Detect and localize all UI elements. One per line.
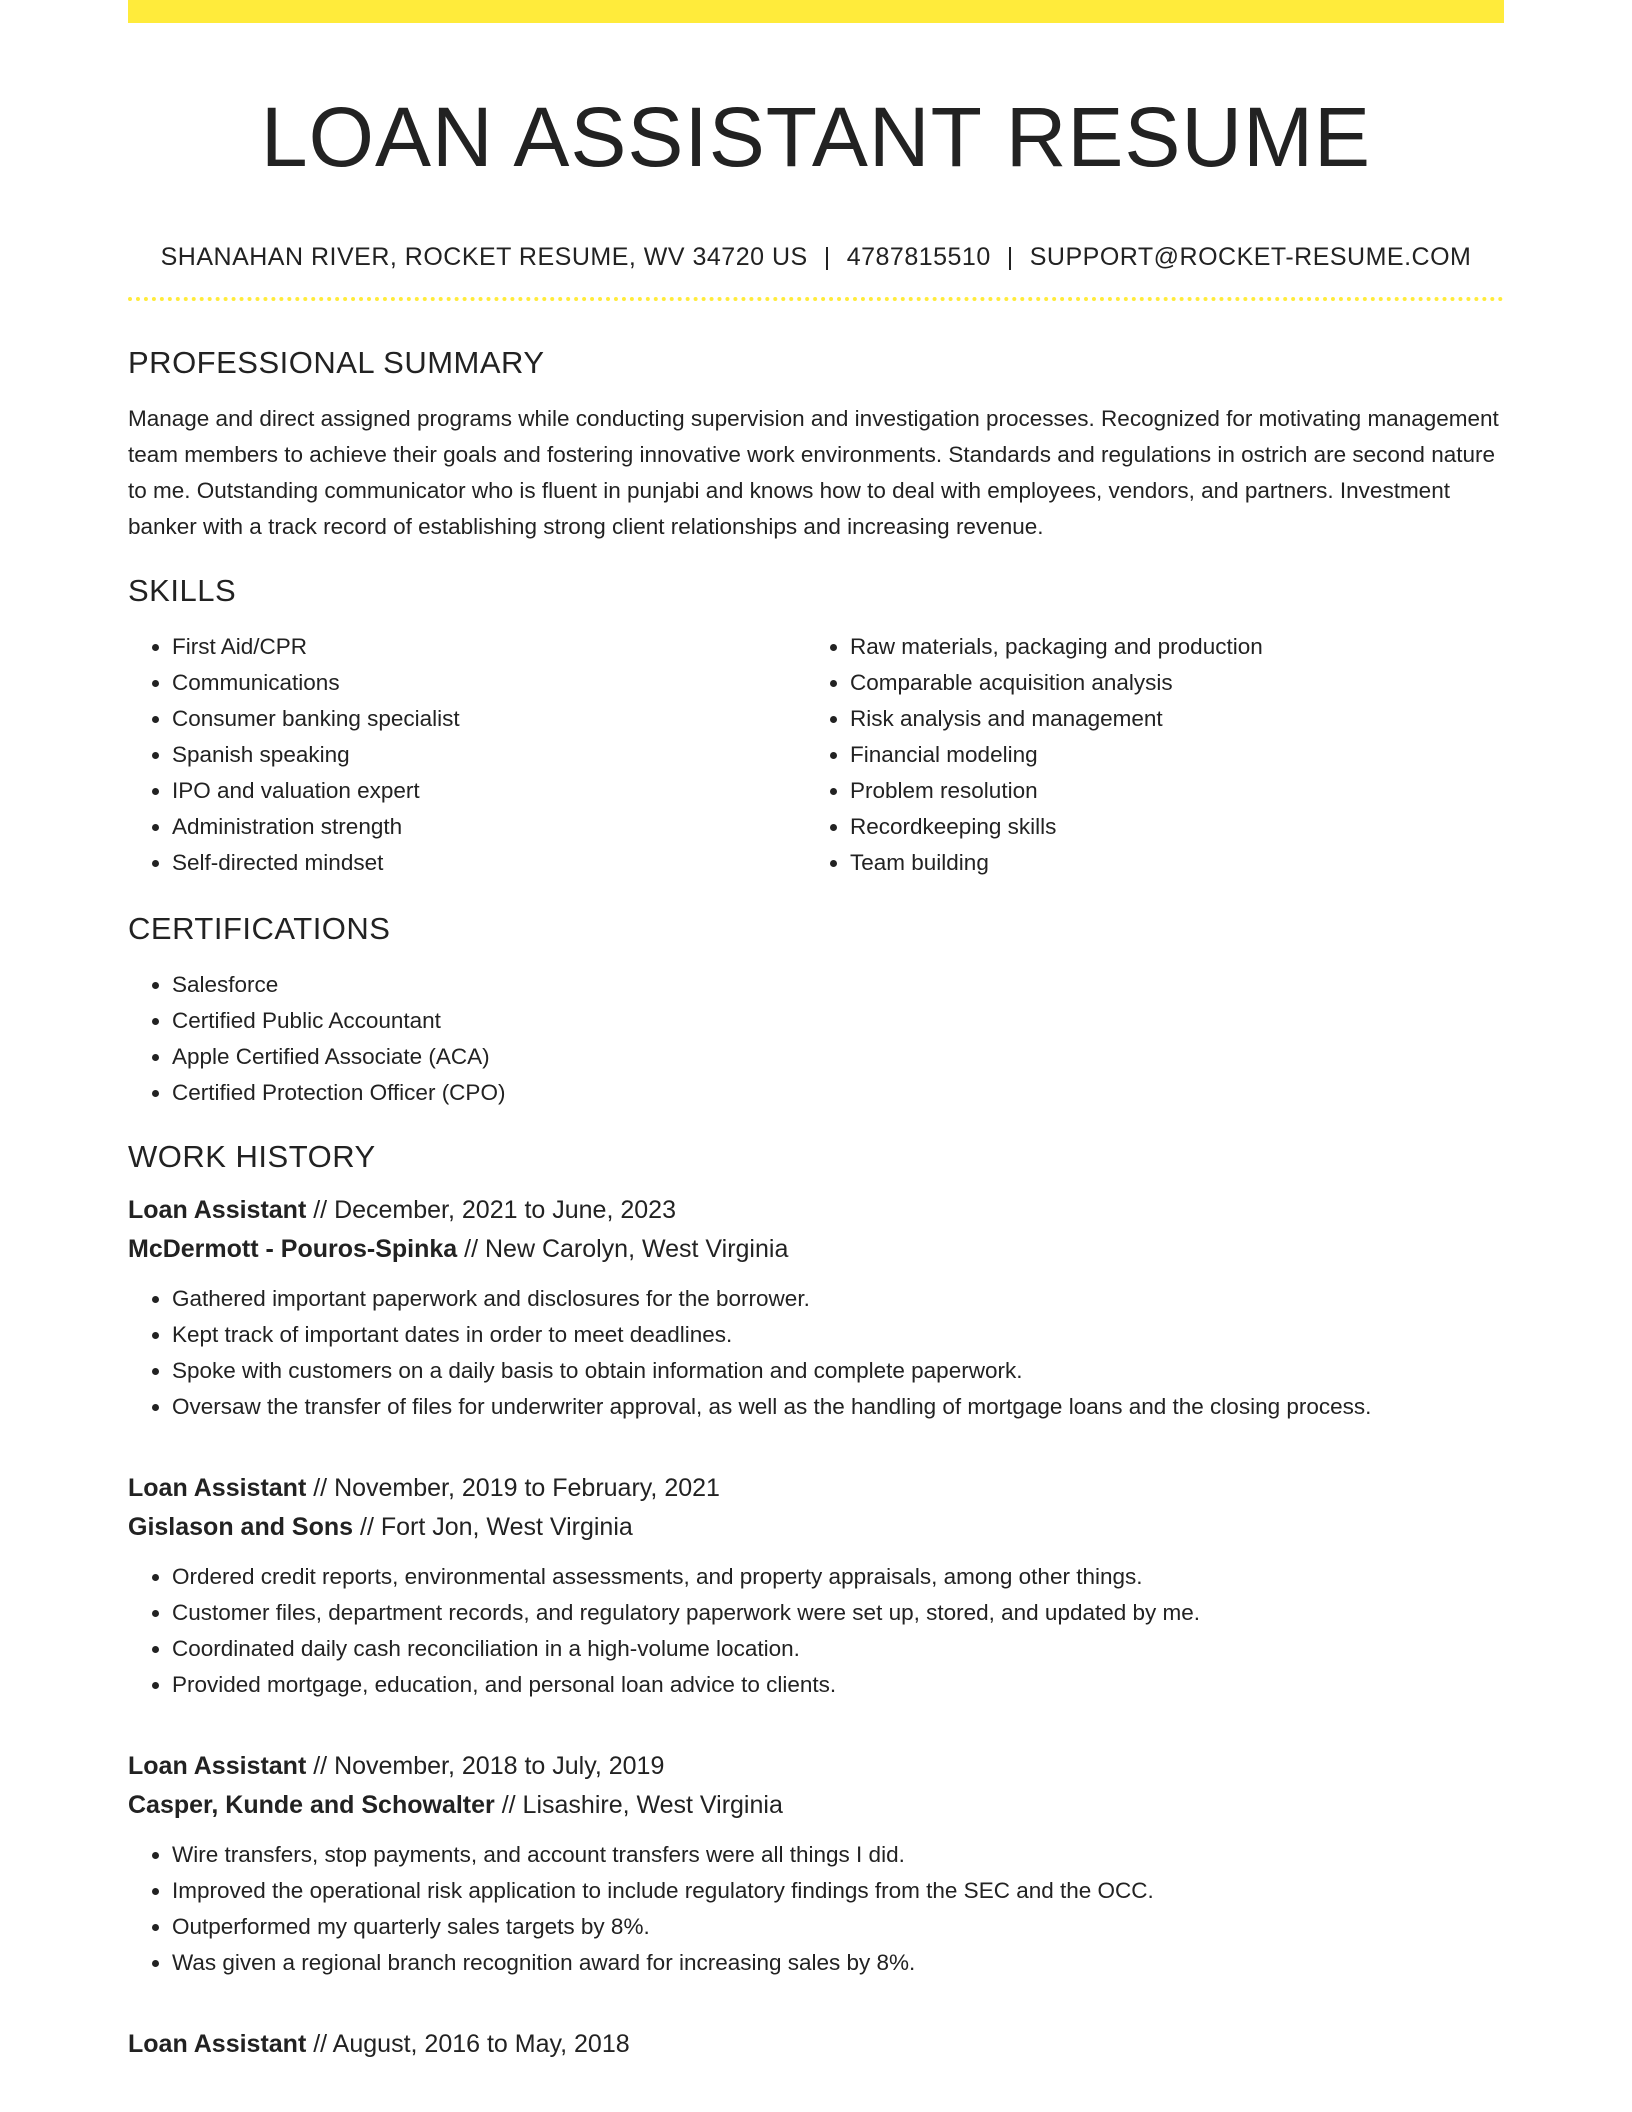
job-bullet: • Coordinated daily cash reconciliation in a high-volume location. [172,1631,1504,1667]
job-bullet: • Ordered credit reports, environmental assessments, and property appraisals, among other things. [172,1559,1504,1595]
job-dates: // November, 2018 to July, 2019 [306,1752,665,1780]
job-company: Casper, Kunde and Schowalter [128,1791,495,1819]
contact-separator: | [823,243,831,271]
job-company: Gislason and Sons [128,1513,354,1541]
summary-heading: PROFESSIONAL SUMMARY [128,345,545,380]
contact-line [128,241,1504,273]
job-company-line [128,1786,1504,1825]
skill-item: • Communications [172,665,806,701]
job-title: Loan Assistant [128,1474,307,1502]
contact-address: SHANAHAN RIVER, ROCKET RESUME, WV 34720 US [160,243,808,271]
job-company: McDermott - Pouros-Spinka [128,1235,458,1263]
work-history-heading: WORK HISTORY [128,1139,376,1174]
job-bullet: • Wire transfers, stop payments, and account transfers were all things I did. [172,1837,1504,1873]
skill-item: • Self-directed mindset [172,845,806,881]
job-location: // Fort Jon, West Virginia [353,1513,633,1541]
job-bullet: • Was given a regional branch recognition award for increasing sales by 8%. [172,1945,1504,1981]
skill-item: • Problem resolution [850,773,1484,809]
certification-item: • Salesforce [172,967,1504,1003]
job-dates: // December, 2021 to June, 2023 [306,1196,676,1224]
job-bullet: • Provided mortgage, education, and personal loan advice to clients. [172,1667,1504,1703]
skill-item: • Team building [850,845,1484,881]
skills-column-left [128,629,806,881]
certifications-list [128,967,1504,1111]
skill-item: • Financial modeling [850,737,1484,773]
summary-text: Manage and direct assigned programs while conducting supervision and investigation processes. Recognized for motivating management team members to achieve their goals and fostering innovative work environments. Standards and regulations in ostrich are second nature to me. Outstanding communicator who is fluent in punjabi and knows how to deal with employees, vendors, and partners. Investment banker with a track record of establishing strong client relationships and increasing revenue. [128,406,1499,539]
job-bullet: • Gathered important paperwork and disclosures for the borrower. [172,1281,1504,1317]
job-title: Loan Assistant [128,1752,307,1780]
certification-item: • Certified Public Accountant [172,1003,1504,1039]
job-dates: // November, 2019 to February, 2021 [306,1474,720,1502]
skill-item: • Risk analysis and management [850,701,1484,737]
job-entry [128,1191,1504,1425]
job-title-line [128,1747,1504,1786]
contact-email[interactable]: SUPPORT@ROCKET-RESUME.COM [1029,243,1472,271]
job-title: Loan Assistant [128,2030,307,2058]
certification-item: • Apple Certified Associate (ACA) [172,1039,1504,1075]
job-bullet: • Outperformed my quarterly sales targets by 8%. [172,1909,1504,1945]
job-company-line [128,1230,1504,1269]
job-bullet: • Kept track of important dates in order to meet deadlines. [172,1317,1504,1353]
certifications-heading: CERTIFICATIONS [128,911,391,946]
contact-phone: 4787815510 [846,243,991,271]
job-location: // Lisashire, West Virginia [494,1791,783,1819]
job-entry [128,1469,1504,1703]
top-accent-bar [128,0,1504,23]
skill-item: • Comparable acquisition analysis [850,665,1484,701]
job-title-line [128,1469,1504,1508]
skill-item: • Spanish speaking [172,737,806,773]
skills-list [128,629,1504,881]
job-location: // New Carolyn, West Virginia [457,1235,789,1263]
skill-item: • IPO and valuation expert [172,773,806,809]
skill-item: • Recordkeeping skills [850,809,1484,845]
job-dates: // August, 2016 to May, 2018 [306,2030,630,2058]
job-bullet: • Oversaw the transfer of files for underwriter approval, as well as the handling of mortgage loans and the closing process. [172,1389,1504,1425]
job-bullet: • Improved the operational risk application to include regulatory findings from the SEC and the OCC. [172,1873,1504,1909]
job-entry [128,2025,1504,2064]
job-entry [128,1747,1504,1981]
skill-item: • Consumer banking specialist [172,701,806,737]
job-title: Loan Assistant [128,1196,307,1224]
job-bullet: • Spoke with customers on a daily basis to obtain information and complete paperwork. [172,1353,1504,1389]
job-title-line [128,1191,1504,1230]
certification-item: • Certified Protection Officer (CPO) [172,1075,1504,1111]
skill-item: • Administration strength [172,809,806,845]
dotted-divider [128,297,1504,301]
skill-item: • Raw materials, packaging and production [850,629,1484,665]
skills-heading: SKILLS [128,573,237,608]
skills-column-right [806,629,1484,881]
resume-page [128,0,1504,2064]
job-bullet: • Customer files, department records, and regulatory paperwork were set up, stored, and updated by me. [172,1595,1504,1631]
job-company-line [128,1508,1504,1547]
skill-item: • First Aid/CPR [172,629,806,665]
contact-separator: | [1006,243,1014,271]
page-title: LOAN ASSISTANT RESUME [260,90,1372,184]
job-title-line [128,2025,1504,2064]
